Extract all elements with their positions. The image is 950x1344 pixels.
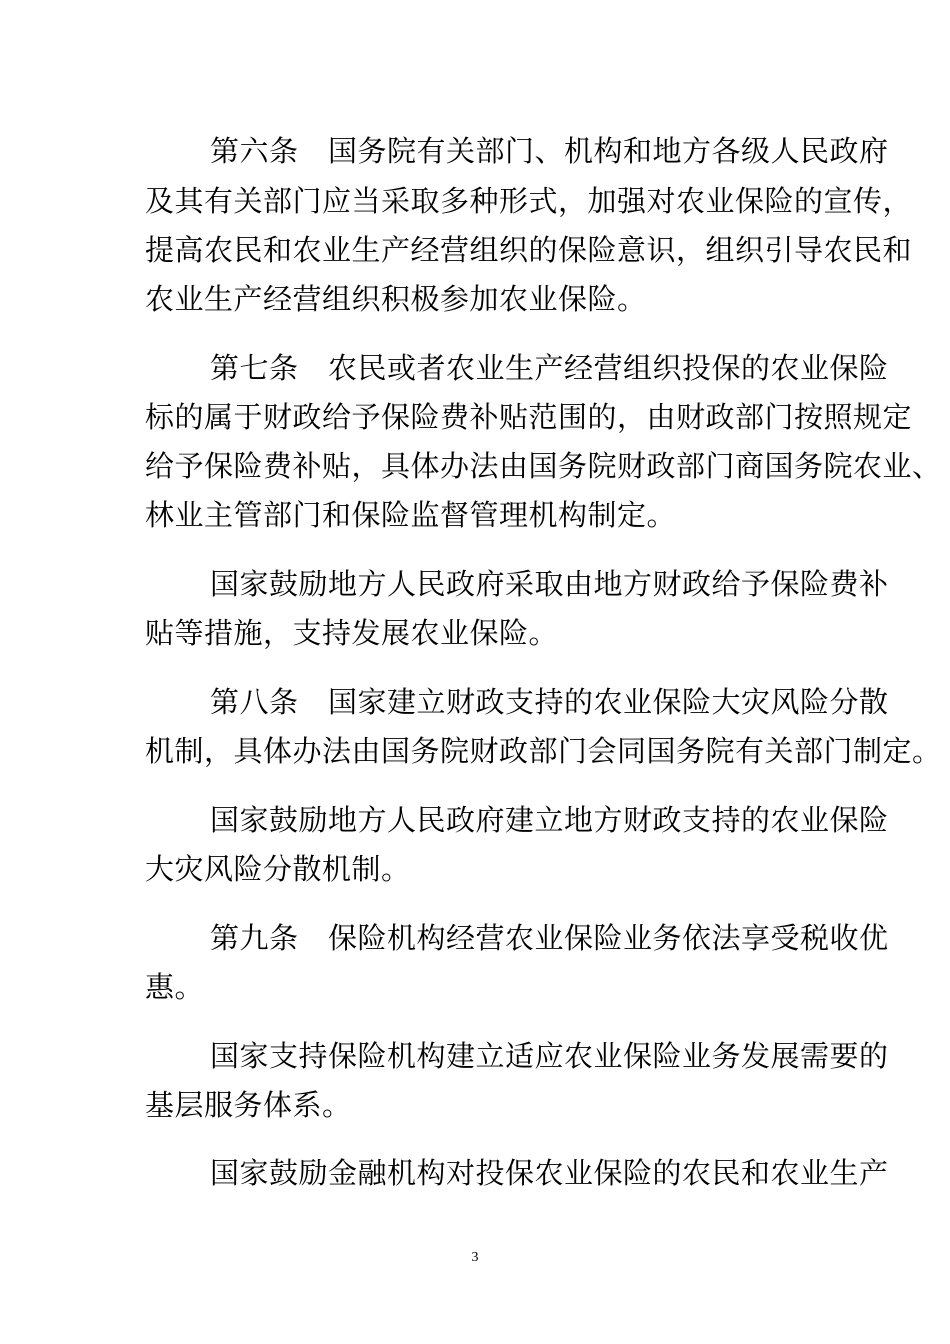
paragraph-finance-line-1: 国家鼓励金融机构对投保农业保险的农民和农业生产: [210, 1156, 889, 1190]
article-8-line-2: 机制，具体办法由国务院财政部门会同国务院有关部门制定。: [145, 734, 942, 768]
paragraph-disaster-line-2: 大灾风险分散机制。: [145, 852, 411, 886]
article-9-line-2: 惠。: [145, 970, 205, 1004]
article-7-line-2: 标的属于财政给予保险费补贴范围的，由财政部门按照规定: [145, 400, 913, 434]
article-7-line-4: 林业主管部门和保险监督管理机构制定。: [145, 498, 677, 532]
paragraph-service-line-2: 基层服务体系。: [145, 1088, 352, 1122]
paragraph-service-line-1: 国家支持保险机构建立适应农业保险业务发展需要的: [210, 1039, 889, 1073]
article-7-line-3: 给予保险费补贴，具体办法由国务院财政部门商国务院农业、: [145, 449, 942, 483]
article-6-line-1: 第六条 国务院有关部门、机构和地方各级人民政府: [210, 134, 889, 168]
article-6-line-4: 农业生产经营组织积极参加农业保险。: [145, 282, 647, 316]
article-8-line-1: 第八条 国家建立财政支持的农业保险大灾风险分散: [210, 685, 889, 719]
article-9-line-1: 第九条 保险机构经营农业保险业务依法享受税收优: [210, 921, 889, 955]
article-6-line-2: 及其有关部门应当采取多种形式，加强对农业保险的宣传，: [145, 184, 913, 218]
article-7-line-1: 第七条 农民或者农业生产经营组织投保的农业保险: [210, 351, 889, 385]
paragraph-subsidy-line-2: 贴等措施，支持发展农业保险。: [145, 616, 559, 650]
paragraph-subsidy-line-1: 国家鼓励地方人民政府采取由地方财政给予保险费补: [210, 567, 889, 601]
article-6-line-3: 提高农民和农业生产经营组织的保险意识，组织引导农民和: [145, 233, 913, 267]
page-number: 3: [471, 1250, 479, 1265]
paragraph-disaster-line-1: 国家鼓励地方人民政府建立地方财政支持的农业保险: [210, 803, 889, 837]
